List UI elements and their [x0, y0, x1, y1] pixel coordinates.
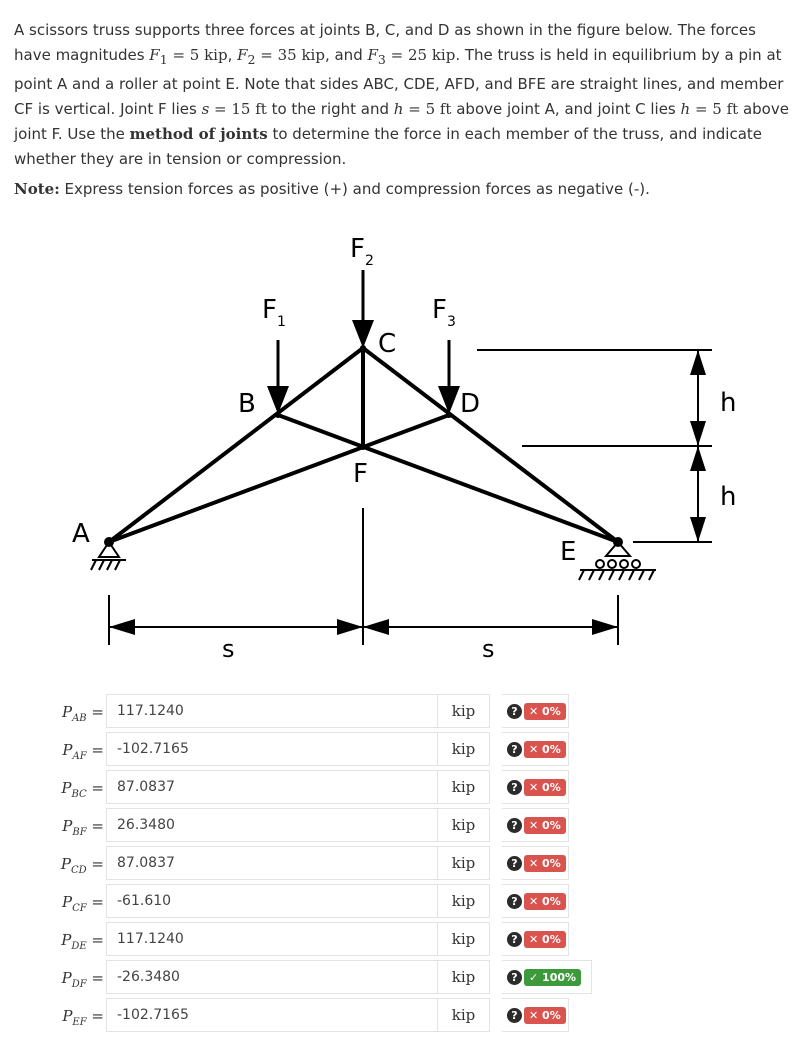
f1-symbol: F [149, 46, 160, 64]
answer-input[interactable]: 87.0837 [106, 846, 438, 880]
h2-value: = 5 ft [690, 100, 739, 118]
answer-label: $P_{DE}$ = [61, 931, 104, 952]
score-badge: ✕ 0% [524, 779, 566, 796]
problem-text-6: to determine the force in each member of the truss, and indicate whether they are in tension or compression. [14, 125, 762, 168]
answer-label: $P_{AF}$ = [62, 741, 104, 762]
method-of-joints: method of joints [129, 125, 268, 143]
unit-label: kip [438, 770, 490, 804]
label-d: D [460, 389, 481, 419]
label-h-bottom: h [720, 482, 737, 512]
truss-figure [0, 215, 805, 675]
f1-value: = 5 kip [167, 46, 228, 64]
roller-support-e [579, 538, 656, 580]
force-f2-arrow [352, 270, 374, 348]
score-badge: ✕ 0% [524, 1007, 566, 1024]
answer-label: $P_{EF}$ = [62, 1007, 104, 1028]
s-symbol: s [201, 100, 210, 118]
answer-label: $P_{CF}$ = [61, 893, 104, 914]
answer-label: $P_{BC}$ = [61, 779, 104, 800]
h-symbol: h [393, 100, 404, 118]
label-f1: $F_1$ [262, 295, 286, 330]
label-e: E [560, 537, 577, 567]
problem-paragraph: A scissors truss supports three forces at joints B, C, and D as shown in the figure below. The forces have magnitudes $F_1 = 5$ kip, $F_2 = 35$ kip, and $F_3 = 25$ kip. The truss is held in equilibrium by a pin at point A and a roller at point E. Note that sides ABC, CDE, AFD, and BFE are straight lines, and member CF is vertical. Joint F lies s = 15 ft to the right and h = 5 ft above joint A, and joint C lies h = 5 ft above joint F. Use the method of joints to determine the force in each member of the truss, and indicate whether they are in tension or compression. [14, 21, 789, 168]
help-icon[interactable]: ? [507, 1008, 522, 1023]
label-f3: $F_3$ [432, 295, 456, 330]
answer-input[interactable]: -61.610 [106, 884, 438, 918]
answer-input[interactable]: 26.3480 [106, 808, 438, 842]
dimension-s [109, 508, 618, 645]
score-badge: ✕ 0% [524, 931, 566, 948]
h2-symbol: h [680, 100, 691, 118]
answer-input[interactable]: -26.3480 [106, 960, 438, 994]
force-f1-arrow [267, 340, 289, 414]
f2-symbol: F [237, 46, 248, 64]
member-afd [109, 415, 449, 542]
label-c: C [378, 329, 397, 359]
answer-input[interactable]: 117.1240 [106, 694, 438, 728]
f2-subscript: 2 [247, 52, 256, 67]
score-badge: ✕ 0% [524, 893, 566, 910]
unit-label: kip [438, 808, 490, 842]
answer-input[interactable]: 117.1240 [106, 922, 438, 956]
answer-label: $P_{DF}$ = [61, 969, 104, 990]
unit-label: kip [438, 998, 490, 1032]
help-icon[interactable]: ? [507, 704, 522, 719]
unit-label: kip [438, 694, 490, 728]
label-s-left: s [222, 635, 235, 663]
score-badge: ✕ 0% [524, 703, 566, 720]
unit-label: kip [438, 884, 490, 918]
score-badge: ✕ 0% [524, 741, 566, 758]
h-value: = 5 ft [403, 100, 452, 118]
note-text: Express tension forces as positive (+) and compression forces as negative (-). [59, 180, 650, 198]
label-a: A [72, 519, 90, 549]
unit-label: kip [438, 846, 490, 880]
answer-label: $P_{CD}$ = [60, 855, 104, 876]
problem-statement [14, 18, 792, 172]
f3-symbol: F [367, 46, 378, 64]
score-badge: ✕ 0% [524, 817, 566, 834]
answer-input[interactable]: 87.0837 [106, 770, 438, 804]
help-icon[interactable]: ? [507, 818, 522, 833]
label-b: B [238, 389, 256, 419]
f3-value: = 25 kip [385, 46, 456, 64]
pin-support-a [91, 538, 126, 570]
help-icon[interactable]: ? [507, 970, 522, 985]
force-f3-arrow [438, 340, 460, 414]
unit-label: kip [438, 732, 490, 766]
member-abc [109, 348, 363, 542]
unit-label: kip [438, 922, 490, 956]
problem-text-1: A scissors truss supports three forces at joints B, C, and D as shown in the figure below. The forces have magnitudes [14, 21, 756, 64]
answer-label: $P_{BF}$ = [62, 817, 104, 838]
answer-input[interactable]: -102.7165 [106, 732, 438, 766]
dimension-h [477, 350, 712, 542]
score-badge: ✓ 100% [524, 969, 581, 986]
score-badge: ✕ 0% [524, 855, 566, 872]
answer-input[interactable]: -102.7165 [106, 998, 438, 1032]
member-bfe [278, 415, 618, 542]
answer-label: $P_{AB}$ = [61, 703, 104, 724]
f2-value: = 35 kip [255, 46, 325, 64]
problem-text-5: above joint F. Use the [14, 100, 789, 143]
help-icon[interactable]: ? [507, 894, 522, 909]
help-icon[interactable]: ? [507, 856, 522, 871]
s-value: = 15 ft [209, 100, 267, 118]
help-icon[interactable]: ? [507, 932, 522, 947]
label-f: F [353, 459, 368, 489]
unit-label: kip [438, 960, 490, 994]
label-s-right: s [482, 635, 495, 663]
note [14, 180, 650, 198]
label-h-top: h [720, 388, 737, 418]
help-icon[interactable]: ? [507, 780, 522, 795]
problem-text-4: above joint A, and joint C lies [451, 100, 681, 118]
problem-text-3: to the right and [266, 100, 394, 118]
label-f2: $F_2$ [350, 234, 374, 269]
help-icon[interactable]: ? [507, 742, 522, 757]
f3-subscript: 3 [377, 52, 386, 67]
problem-text-2: . The truss is held in equilibrium by a pin at point A and a roller at point E. Note that sides ABC, CDE, AFD, and BFE are straight lines, and member CF is vertical. Joint F lies [14, 46, 784, 118]
note-label: Note: [14, 180, 60, 198]
f1-subscript: 1 [159, 52, 168, 67]
